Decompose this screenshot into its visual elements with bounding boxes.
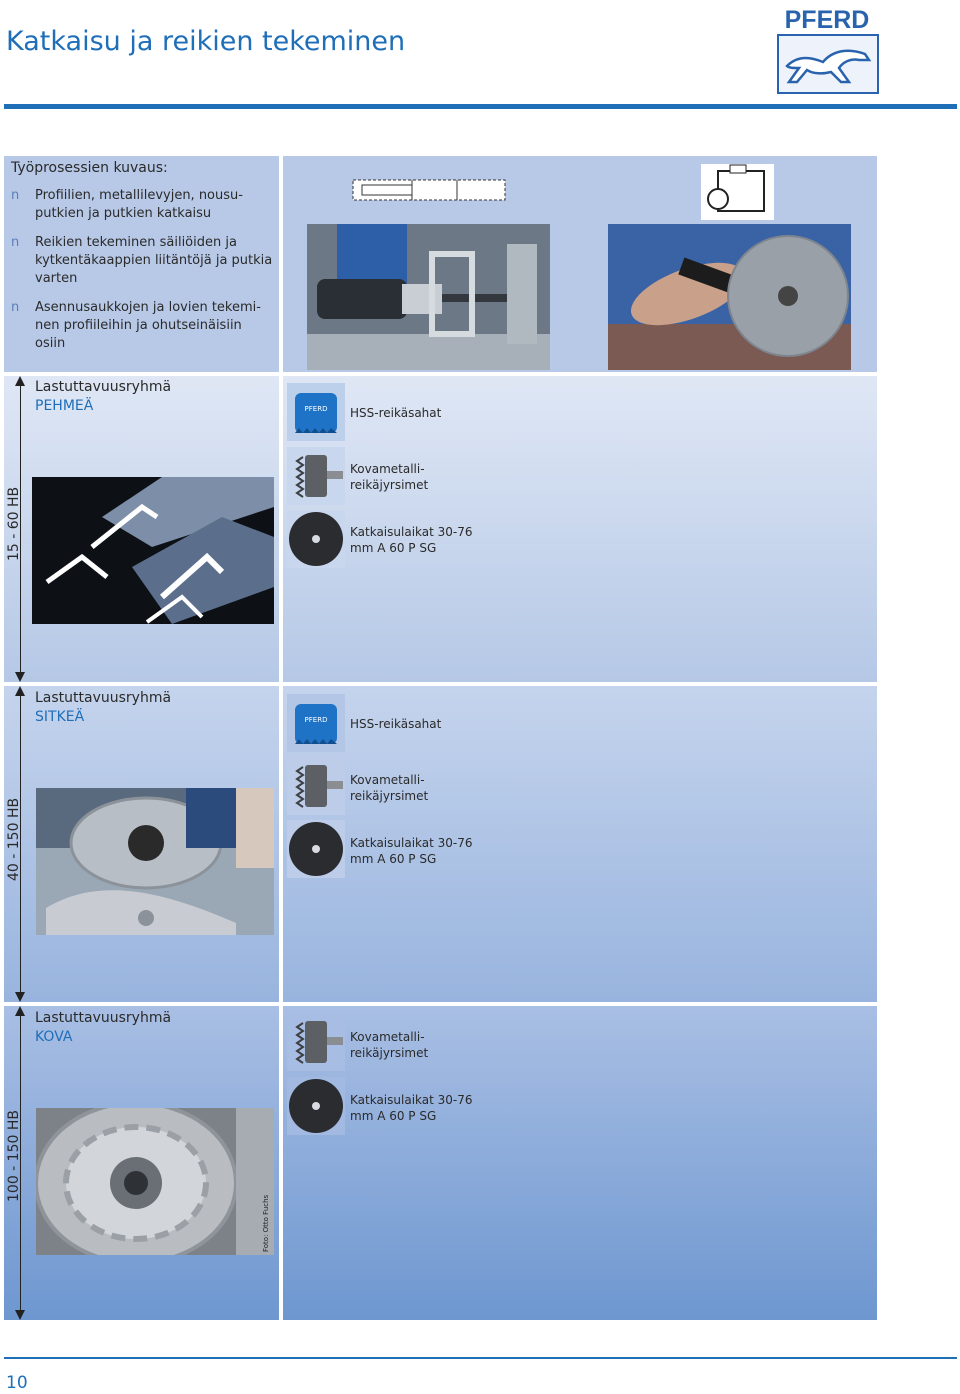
description-title: Työprosessien kuvaus: xyxy=(11,160,168,176)
group-value: SITKEÄ xyxy=(35,709,85,725)
arrow-down-icon xyxy=(15,672,25,682)
product-name: Katkaisulaikat 30-76 mm A 60 P SG xyxy=(350,1093,473,1123)
pferd-logo xyxy=(776,6,878,94)
svg-text:PFERD: PFERD xyxy=(304,405,328,413)
product-name: Katkaisulaikat 30-76 mm A 60 P SG xyxy=(350,836,473,866)
page-number: 10 xyxy=(6,1373,28,1393)
bullet-marker: n xyxy=(11,300,20,315)
horse-icon xyxy=(777,34,879,94)
product-name: Katkaisulaikat 30-76 mm A 60 P SG xyxy=(350,525,473,555)
product-name: HSS-reikäsahat xyxy=(350,717,442,731)
hardness-label: 15 - 60 HB xyxy=(6,486,22,561)
carbide-cutter-icon xyxy=(287,1013,345,1071)
group-label: Lastuttavuusryhmä xyxy=(35,690,172,706)
carbide-cutter-icon xyxy=(287,757,345,815)
group-label: Lastuttavuusryhmä xyxy=(35,1010,172,1026)
description-item: Profiilien, metallilevyjen, nousu-putkien ja putkien katkaisu xyxy=(35,188,243,221)
hardness-label: 100 - 150 HB xyxy=(6,1110,22,1202)
product-name: HSS-reikäsahat xyxy=(350,406,442,420)
description-item: Asennusaukkojen ja lovien tekemi-nen profiileihin ja ohutseinäisiin osiin xyxy=(35,300,261,351)
cut-off-wheel-photo xyxy=(608,224,851,370)
group-label: Lastuttavuusryhmä xyxy=(35,379,172,395)
svg-text:PFERD: PFERD xyxy=(304,716,328,724)
group-value: KOVA xyxy=(35,1029,73,1045)
hole-saw-icon xyxy=(287,694,345,752)
top-rule xyxy=(4,104,957,109)
arrow-down-icon xyxy=(15,992,25,1002)
angle-grinder-photo xyxy=(36,788,274,935)
product-name: Kovametalli-reikäjyrsimet xyxy=(350,1030,429,1060)
machine-diagram xyxy=(700,163,775,221)
cut-off-wheel-icon xyxy=(287,820,345,878)
logo-wordmark: PFERD xyxy=(784,6,870,34)
profile-diagram xyxy=(352,177,506,203)
wheel-hub-photo xyxy=(36,1108,274,1255)
arrow-down-icon xyxy=(15,1310,25,1320)
photo-credit: Foto: Otto Fuchs xyxy=(262,1194,270,1252)
carbide-cutter-icon xyxy=(287,447,345,505)
description-item: Reikien tekeminen säiliöiden ja kytkentäkaappien liitäntöjä ja putkia varten xyxy=(35,235,273,286)
cut-off-wheel-icon xyxy=(287,510,345,568)
page-title: Katkaisu ja reikien tekeminen xyxy=(6,26,406,57)
bullet-marker: n xyxy=(11,188,20,203)
hole-saw-icon xyxy=(287,383,345,441)
bottom-rule xyxy=(4,1357,957,1359)
cut-off-wheel-icon xyxy=(287,1077,345,1135)
group-value: PEHMEÄ xyxy=(35,398,94,414)
aluminium-profiles-photo xyxy=(32,477,274,624)
product-name: Kovametalli-reikäjyrsimet xyxy=(350,773,429,803)
hardness-label: 40 - 150 HB xyxy=(6,797,22,881)
hole-cutting-photo xyxy=(307,224,550,370)
product-name: Kovametalli-reikäjyrsimet xyxy=(350,462,429,492)
bullet-marker: n xyxy=(11,235,20,250)
